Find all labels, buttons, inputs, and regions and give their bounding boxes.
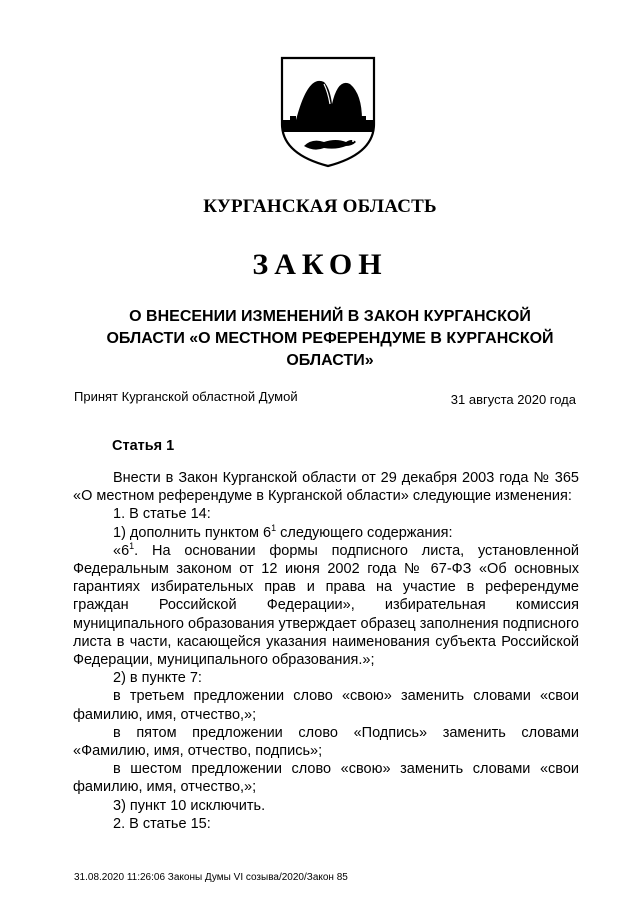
quote-number: «6: [113, 542, 130, 559]
subitem-text: следующего содержания:: [276, 524, 453, 541]
article-item: 2. В статье 15:: [113, 815, 211, 832]
article-subitem: 3) пункт 10 исключить.: [113, 797, 266, 814]
law-title-line: ОБЛАСТИ «О МЕСТНОМ РЕФЕРЕНДУМЕ В КУРГАНСКОЙ: [106, 330, 554, 347]
subitem-text: 1) дополнить пунктом 6: [113, 524, 272, 541]
law-title-line: О ВНЕСЕНИИ ИЗМЕНЕНИЙ В ЗАКОН КУРГАНСКОЙ: [129, 308, 531, 325]
adopted-date: 31 августа 2020 года: [450, 392, 576, 407]
quoted-amendment: [73, 542, 579, 669]
footer-stamp: 31.08.2020 11:26:06 Законы Думы VI созыва/2020/Закон 85: [74, 872, 348, 883]
amendment-change: в пятом предложении слово «Подпись» заменить словами «Фамилию, имя, отчество, подпись»;: [73, 724, 579, 760]
article-heading: Статья 1: [112, 438, 175, 454]
article-item: 1. В статье 14:: [113, 506, 211, 523]
superscript: 1: [129, 540, 135, 551]
law-title-line: ОБЛАСТИ»: [286, 352, 374, 369]
amendment-change: в шестом предложении слово «свою» заменить словами «свои фамилию, имя, отчество,»;: [73, 761, 579, 796]
article-subitem: [73, 524, 579, 542]
adopted-by: Принят Курганской областной Думой: [74, 389, 298, 404]
law-title: [70, 306, 590, 372]
article-intro: Внести в Закон Курганской области от 29 декабря 2003 года № 365 «О местном референдуме в Курганской области» следующие изменения:: [73, 470, 579, 505]
article-body: [73, 469, 579, 833]
amendment-change: в третьем предложении слово «свою» заменить словами «свои фамилию, имя, отчество,»;: [73, 688, 579, 723]
superscript: 1: [271, 522, 277, 533]
document-type: ЗАКОН: [252, 248, 388, 281]
region-name: КУРГАНСКАЯ ОБЛАСТЬ: [203, 196, 437, 217]
article-subitem: 2) в пункте 7:: [113, 670, 202, 687]
quote-text: . На основании формы подписного листа, установленной Федеральным законом от 12 июня 2002 года № 67-ФЗ «Об основных гарантиях избирательных прав и права на участие в референдуме граждан Российской Федерации», избирательная комиссия муниципального образования утверждает образец заполнения подписного листа в части, касающейся указания наименования субъекта Российской Федерации, муниципального образования.»;: [73, 542, 579, 669]
kurgan-coat-of-arms-icon: [278, 54, 378, 170]
